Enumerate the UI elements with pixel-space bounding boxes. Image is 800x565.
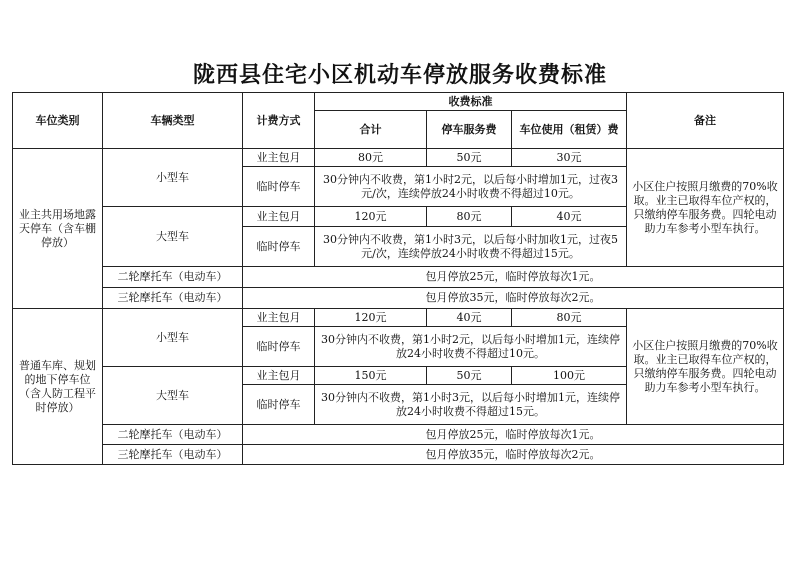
usage-fee-header: 车位使用（租赁）费 — [512, 111, 627, 149]
header-row — [13, 93, 784, 111]
billing-method-cell: 业主包月 — [243, 207, 315, 227]
table-row — [13, 309, 784, 327]
table-row — [13, 425, 784, 445]
usage-fee-cell: 80元 — [512, 309, 627, 327]
vehicle-type-cell: 二轮摩托车（电动车） — [103, 267, 243, 288]
fee-standard-header: 收费标准 — [315, 93, 627, 111]
service-fee-header: 停车服务费 — [427, 111, 512, 149]
remark-cell: 小区住户按照月缴费的70%收取。业主已取得车位产权的，只缴纳停车服务费。四轮电动助力车参考小型车执行。 — [627, 309, 784, 425]
total-fee-cell: 150元 — [315, 367, 427, 385]
flat-fee-cell: 包月停放25元，临时停放每次1元。 — [243, 425, 784, 445]
flat-fee-cell: 包月停放35元，临时停放每次2元。 — [243, 288, 784, 309]
billing-method-cell: 临时停车 — [243, 227, 315, 267]
vehicle-type-cell: 二轮摩托车（电动车） — [103, 425, 243, 445]
vehicle-type-cell: 大型车 — [103, 367, 243, 425]
table-row — [13, 267, 784, 288]
service-fee-cell: 50元 — [427, 367, 512, 385]
table-row — [13, 149, 784, 167]
temporary-fee-cell: 30分钟内不收费，第1小时3元，以后每小时加收1元，过夜5元/次，连续停放24小时收费不得超过15元。 — [315, 227, 627, 267]
vehicle-type-cell: 小型车 — [103, 149, 243, 207]
service-fee-cell: 50元 — [427, 149, 512, 167]
billing-method-cell: 业主包月 — [243, 149, 315, 167]
vehicle-type-cell: 三轮摩托车（电动车） — [103, 445, 243, 465]
flat-fee-cell: 包月停放35元，临时停放每次2元。 — [243, 445, 784, 465]
temporary-fee-cell: 30分钟内不收费，第1小时2元，以后每小时增加1元，过夜3元/次，连续停放24小时收费不得超过10元。 — [315, 167, 627, 207]
billing-method-header: 计费方式 — [243, 93, 315, 149]
billing-method-cell: 业主包月 — [243, 367, 315, 385]
fee-table — [12, 92, 784, 465]
category-header: 车位类别 — [13, 93, 103, 149]
usage-fee-cell: 30元 — [512, 149, 627, 167]
usage-fee-cell: 100元 — [512, 367, 627, 385]
remark-header: 备注 — [627, 93, 784, 149]
flat-fee-cell: 包月停放25元，临时停放每次1元。 — [243, 267, 784, 288]
temporary-fee-cell: 30分钟内不收费，第1小时2元，以后每小时增加1元，连续停放24小时收费不得超过10元。 — [315, 327, 627, 367]
vehicle-type-cell: 大型车 — [103, 207, 243, 267]
remark-cell: 小区住户按照月缴费的70%收取。业主已取得车位产权的，只缴纳停车服务费。四轮电动助力车参考小型车执行。 — [627, 149, 784, 267]
temporary-fee-cell: 30分钟内不收费，第1小时3元，以后每小时增加1元，连续停放24小时收费不得超过15元。 — [315, 385, 627, 425]
vehicle-type-header: 车辆类型 — [103, 93, 243, 149]
usage-fee-cell: 40元 — [512, 207, 627, 227]
total-fee-cell: 80元 — [315, 149, 427, 167]
category-cell: 普通车库、规划的地下停车位（含人防工程平时停放） — [13, 309, 103, 465]
billing-method-cell: 业主包月 — [243, 309, 315, 327]
vehicle-type-cell: 小型车 — [103, 309, 243, 367]
billing-method-cell: 临时停车 — [243, 327, 315, 367]
total-fee-cell: 120元 — [315, 207, 427, 227]
total-header: 合计 — [315, 111, 427, 149]
table-row — [13, 288, 784, 309]
billing-method-cell: 临时停车 — [243, 167, 315, 207]
vehicle-type-cell: 三轮摩托车（电动车） — [103, 288, 243, 309]
service-fee-cell: 40元 — [427, 309, 512, 327]
total-fee-cell: 120元 — [315, 309, 427, 327]
service-fee-cell: 80元 — [427, 207, 512, 227]
page-title: 陇西县住宅小区机动车停放服务收费标准 — [192, 62, 607, 88]
table-row — [13, 445, 784, 465]
billing-method-cell: 临时停车 — [243, 385, 315, 425]
category-cell: 业主共用场地露天停车（含车棚停放） — [13, 149, 103, 309]
